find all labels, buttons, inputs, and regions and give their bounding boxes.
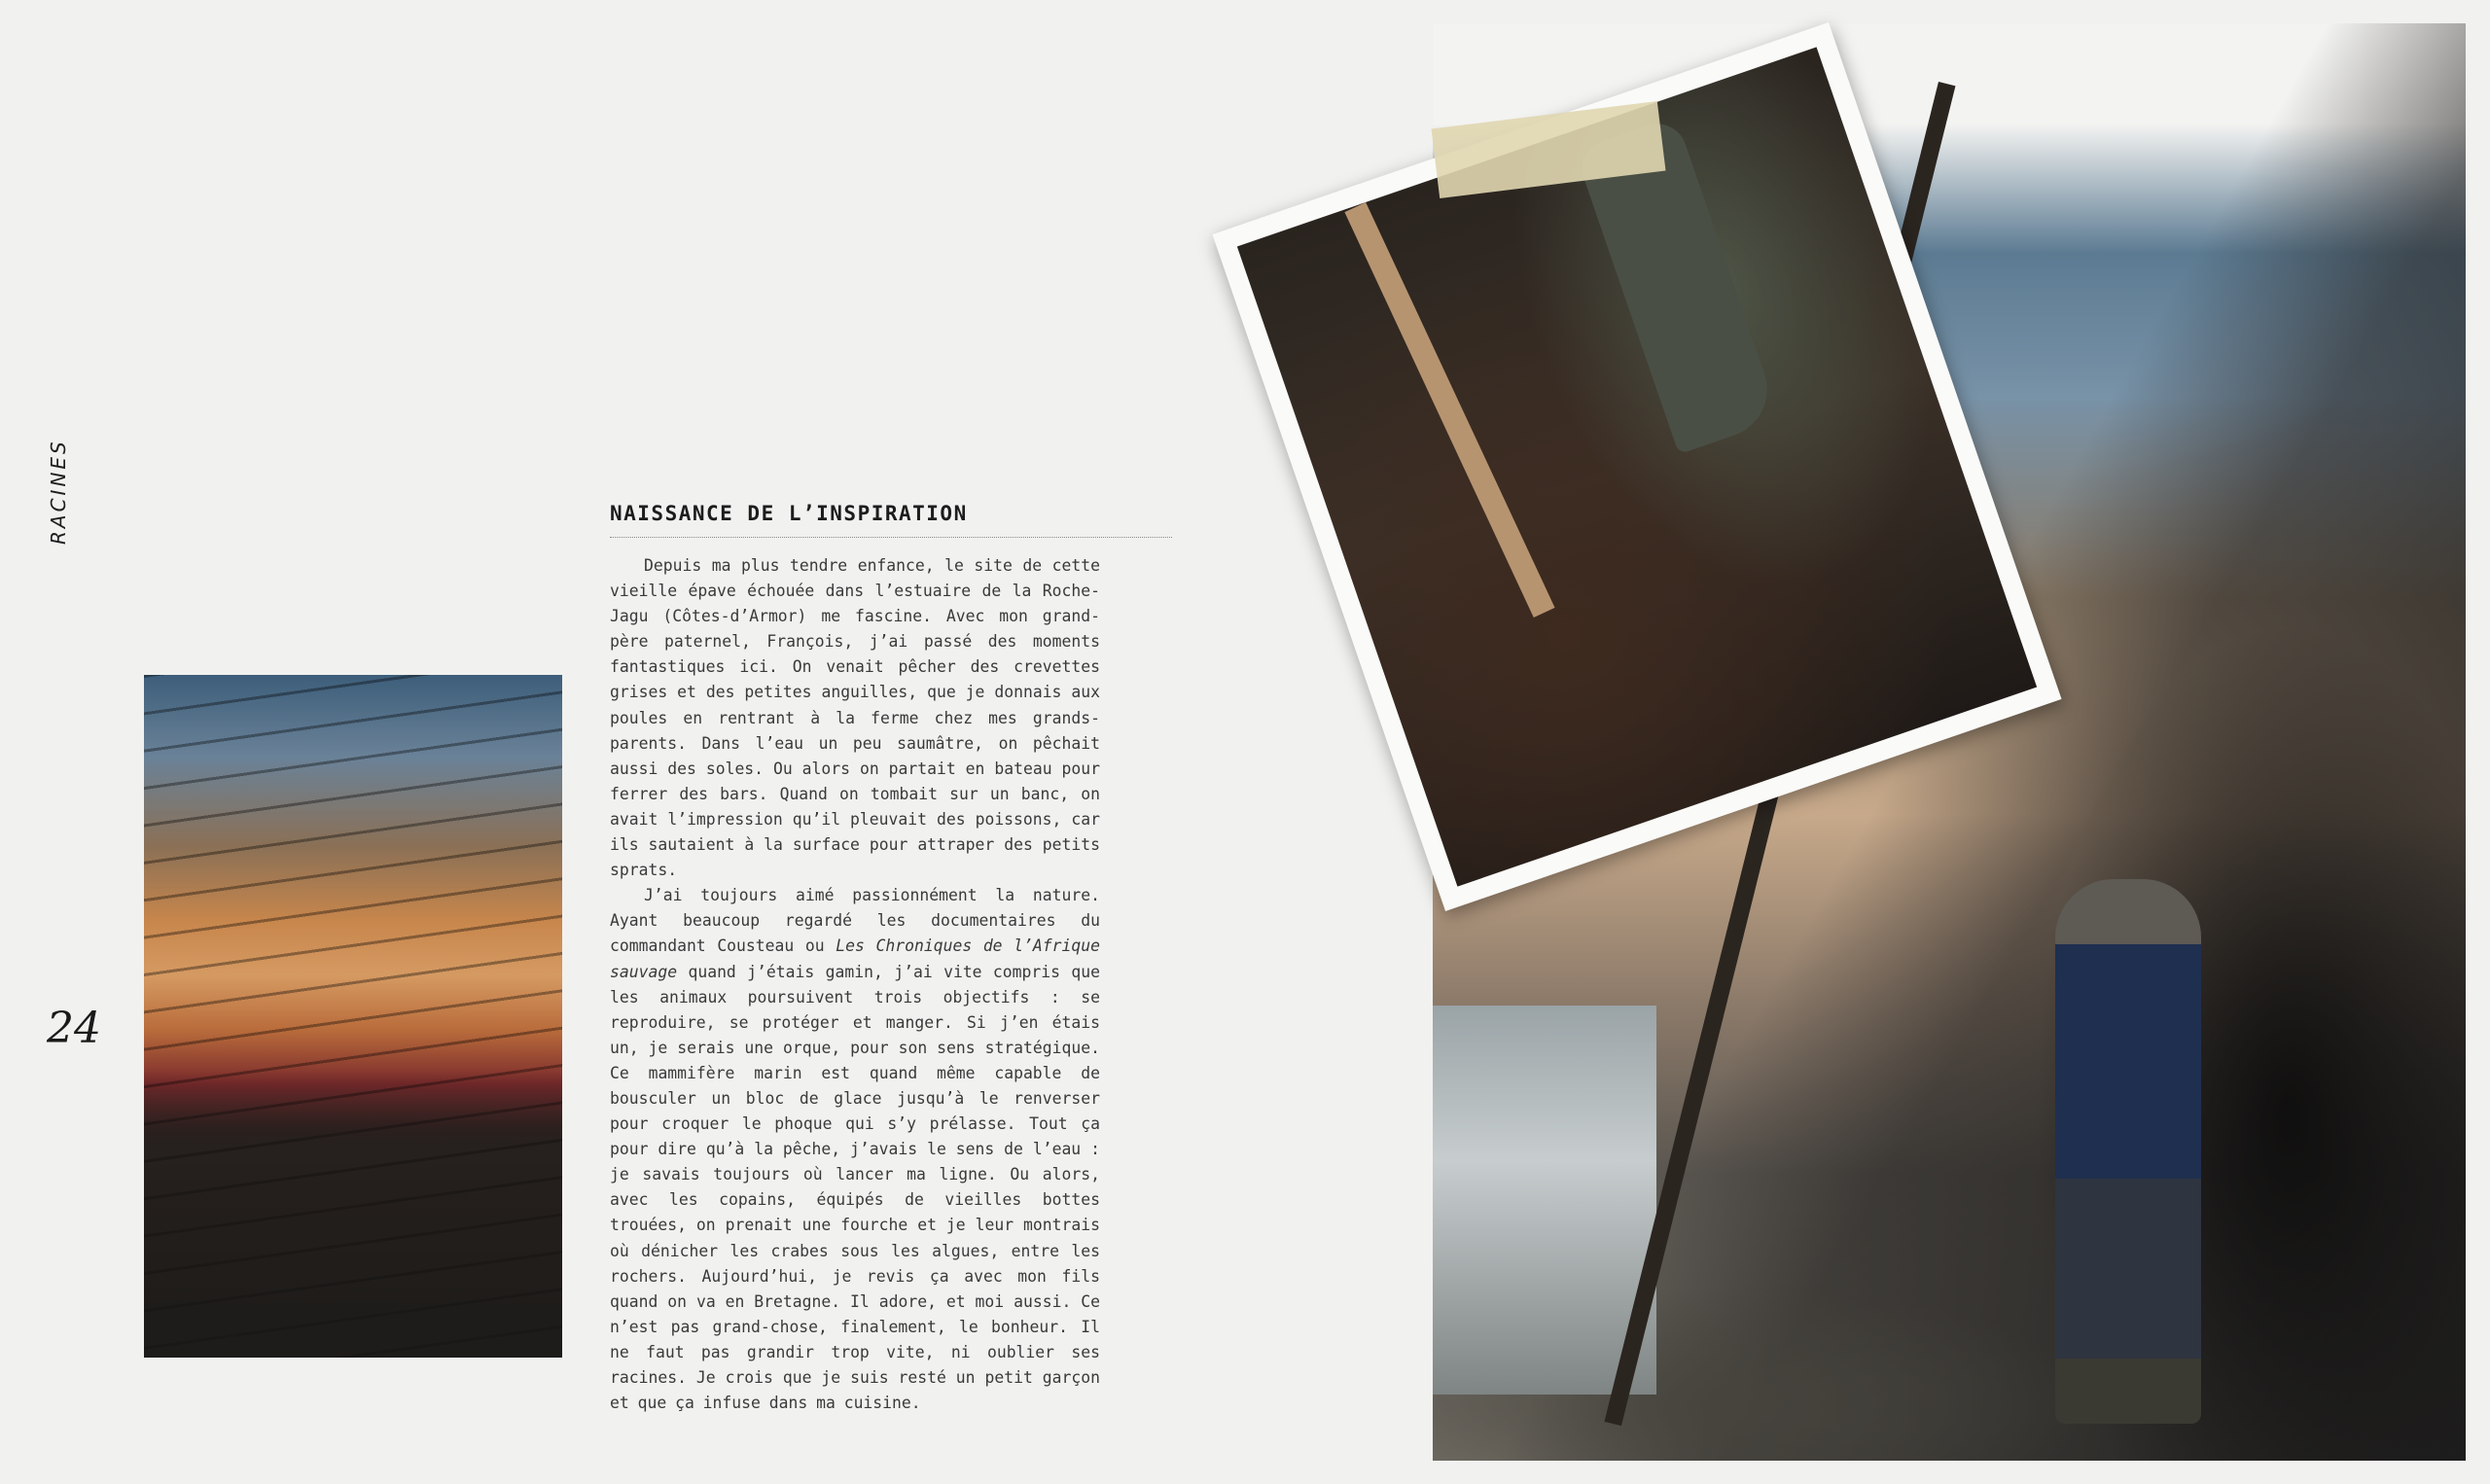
photo-boat-hull-with-man bbox=[144, 675, 562, 1358]
paragraph-2-text-before: J’ai toujours aimé passionnément la nature. Ayant beaucoup regardé les documentaires du commandant Cousteau ou bbox=[610, 886, 1100, 956]
pitchfork bbox=[1344, 202, 1554, 618]
article-body bbox=[610, 553, 1100, 1416]
article-title: NAISSANCE DE L’INSPIRATION bbox=[610, 502, 1172, 538]
page-number: 24 bbox=[47, 1004, 101, 1053]
documentary-title: Les Chroniques de l’Afrique sauvage bbox=[610, 936, 1100, 981]
article bbox=[610, 502, 1172, 1416]
article-paragraph-2 bbox=[610, 883, 1100, 1416]
estuary-water bbox=[1433, 1006, 1656, 1395]
article-paragraph-1: Depuis ma plus tendre enfance, le site de cette vieille épave échouée dans l’estuaire de la Roche-Jagu (Côtes-d’Armor) me fascine. Avec mon grand-père paternel, François, j’ai passé des moments fantastiques ici. On venait pêcher des crevettes grises et des petites anguilles, que je donnais aux poules en rentrant à la ferme chez mes grands-parents. Dans l’eau un peu saumâtre, on pêchait aussi des soles. Ou alors on partait en bateau pour ferrer des bars. Quand on tombait sur un banc, on avait l’impression qu’il pleuvait des poissons, car ils sautaient à la surface pour attraper des petits sprats. bbox=[610, 556, 1100, 880]
standing-man bbox=[2055, 879, 2201, 1424]
section-tag: RACINES bbox=[47, 439, 70, 545]
paragraph-2-text-after: quand j’étais gamin, j’ai vite compris que les animaux poursuivent trois objectifs : se reproduire, se protéger et manger. Si j’en étais un, je serais une orque, pour son sens stratégique. Ce mammifère marin est quand même capable de bousculer un bloc de glace jusqu’à le renverser pour croquer le phoque qui s’y prélasse. Tout ça pour dire qu’à la pêche, j’avais le sens de l’eau : je savais toujours où lancer ma ligne. Ou alors, avec les copains, équipés de vieilles bottes trouées, on prenait une fourche et je leur montrais où dénicher les crabes sous les algues, entre les rochers. Aujourd’hui, je revis ça avec mon fils quand on va en Bretagne. Il adore, et moi aussi. Ce n’est pas grand-chose, finalement, le bonheur. Il ne faut pas grandir trop vite, ni oublier ses racines. Je crois que je suis resté un petit garçon et que ça infuse dans ma cuisine. bbox=[610, 962, 1100, 1413]
